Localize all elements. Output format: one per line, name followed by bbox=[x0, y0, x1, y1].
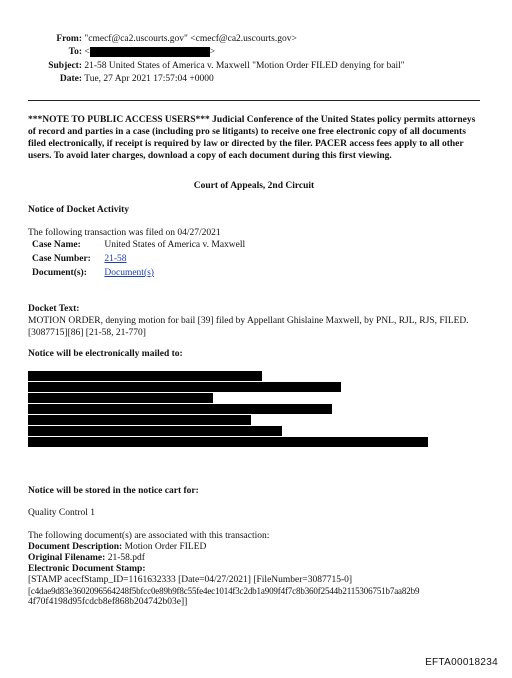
from-label: From: bbox=[56, 34, 82, 44]
redacted-recipient bbox=[28, 371, 262, 381]
date-row bbox=[28, 73, 214, 85]
date-value: Tue, 27 Apr 2021 17:57:04 +0000 bbox=[84, 74, 214, 84]
to-row bbox=[38, 46, 215, 58]
stamp-line-1: [STAMP acecfStamp_ID=1161632333 [Date=04/27/2021] [FileNumber=3087715-0] bbox=[28, 575, 353, 585]
doc-desc-value: Motion Order FILED bbox=[124, 542, 207, 552]
documents-row bbox=[32, 267, 154, 279]
redacted-recipient bbox=[28, 437, 428, 447]
to-label: To: bbox=[68, 47, 82, 57]
stamp-label: Electronic Document Stamp: bbox=[28, 564, 146, 574]
doc-desc-label: Document Description: bbox=[28, 542, 123, 552]
subject-row bbox=[28, 60, 405, 72]
orig-filename-label: Original Filename: bbox=[28, 553, 106, 563]
redacted-recipient bbox=[28, 393, 213, 403]
from-value: "cmecf@ca2.uscourts.gov" <cmecf@ca2.uscourts.gov> bbox=[84, 34, 297, 44]
case-number-row bbox=[32, 253, 127, 265]
redacted-recipient bbox=[28, 426, 282, 436]
subject-value: 21-58 United States of America v. Maxwell "Motion Order FILED denying for bail" bbox=[84, 61, 405, 71]
case-name-label: Case Name: bbox=[32, 240, 81, 250]
associated-line: The following document(s) are associated with this transaction: bbox=[28, 531, 270, 541]
document-id: EFTA00018234 bbox=[425, 657, 498, 668]
from-row bbox=[38, 33, 297, 45]
case-name-value: United States of America v. Maxwell bbox=[104, 240, 246, 250]
court-name: Court of Appeals, 2nd Circuit bbox=[193, 181, 315, 191]
stamp-line-3: 4f70f4198d95fcdcb8ef868b204742b03e]] bbox=[28, 597, 188, 607]
to-suffix: > bbox=[209, 47, 216, 57]
case-name-row bbox=[32, 239, 245, 251]
redacted-recipient bbox=[28, 404, 332, 414]
documents-label: Document(s): bbox=[32, 268, 87, 278]
stamp-line-2: [c4dae9d83e3602096564248f5bfcc0e89b9f8c55fe4ec1014f3c2db1a909f4f7c8b360f2544b2115306751b7aa82b9 bbox=[28, 586, 420, 596]
transaction-line: The following transaction was filed on 04/27/2021 bbox=[28, 228, 221, 238]
case-number-label: Case Number: bbox=[32, 254, 91, 264]
documents-link[interactable]: Document(s) bbox=[104, 268, 154, 278]
orig-filename-value: 21-58.pdf bbox=[107, 553, 145, 563]
redacted-recipient bbox=[28, 415, 251, 425]
header-divider bbox=[28, 100, 480, 101]
date-label: Date: bbox=[59, 74, 82, 84]
notice-heading: Notice of Docket Activity bbox=[28, 205, 130, 215]
case-number-link[interactable]: 21-58 bbox=[104, 254, 127, 264]
mailed-heading: Notice will be electronically mailed to: bbox=[28, 349, 183, 359]
redacted-recipient bbox=[28, 382, 341, 392]
docket-text-value: MOTION ORDER, denying motion for bail [39] filed by Appellant Ghislaine Maxwell, by PNL, RJL, RJS, FILED. [3087715][86] [21-58, 21-770] bbox=[28, 316, 469, 338]
cart-heading: Notice will be stored in the notice cart for: bbox=[28, 486, 199, 496]
docket-text-label: Docket Text: bbox=[28, 304, 80, 314]
cart-recipient: Quality Control 1 bbox=[28, 508, 96, 518]
to-prefix: < bbox=[84, 47, 90, 57]
public-access-notice: ***NOTE TO PUBLIC ACCESS USERS*** Judicial Conference of the United States policy permits attorneys of record and parties in a case (including pro se litigants) to receive one free electronic copy of all documents filed electronically, if receipt is required by law or directed by the filer. PACER access fees apply to all other users. To avoid later charges, download a copy of each document during this first viewing. bbox=[28, 115, 476, 161]
to-redaction bbox=[90, 47, 210, 57]
subject-label: Subject: bbox=[48, 61, 82, 71]
